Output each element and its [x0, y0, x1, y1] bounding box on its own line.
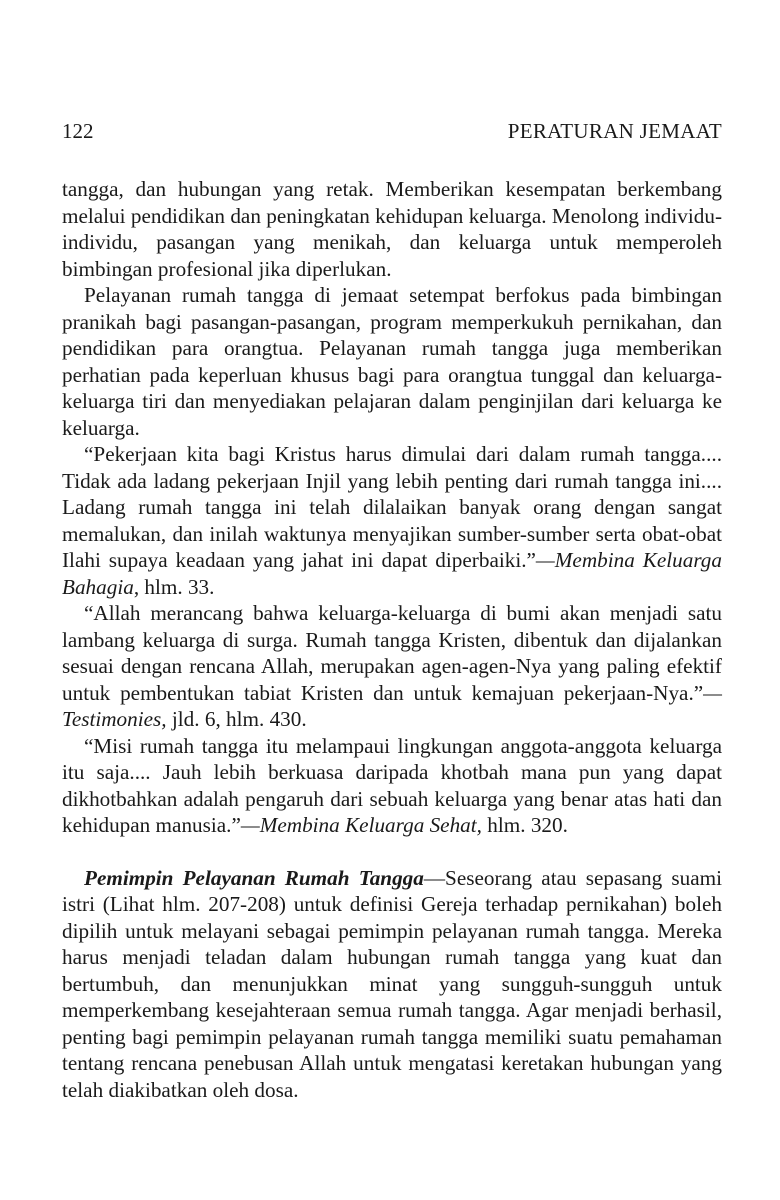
- quote-reference: hlm. 320.: [481, 813, 568, 837]
- paragraph-local-church-ministry: Pelayanan rumah tangga di jemaat setempat berfokus pada bimbingan pranikah bagi pasangan-pasangan, program memperkukuh pernikahan, dan pendidikan para orangtua. Pelayanan rumah tangga juga memberikan perhatian pada keperluan khusus bagi para orangtua tunggal dan keluarga-keluarga tiri dan menyediakan pelajaran dalam penginjilan dari keluarga ke keluarga.: [62, 283, 722, 440]
- running-head: PERATURAN JEMAAT: [507, 119, 722, 143]
- section-heading: Pemimpin Pelayanan Rumah Tangga: [84, 865, 424, 890]
- page-header: [62, 116, 722, 146]
- quote-source: —Membina Keluarga Sehat,: [240, 813, 482, 837]
- quote-reference: jld. 6, hlm. 430.: [166, 707, 307, 731]
- quote-paragraph-3: [62, 733, 722, 839]
- quote-paragraph-2: [62, 600, 722, 733]
- quote-paragraph-1: [62, 441, 722, 600]
- body-text: [62, 176, 722, 1103]
- section-home-ministries-leader: [62, 865, 722, 1104]
- section-text: —Seseorang atau sepasang suami istri (Lihat hlm. 207-208) untuk definisi Gereja terhadap pernikahan) boleh dipilih untuk melayani sebagai pemimpin pelayanan rumah tangga. Mereka harus menjadi teladan dalam hubungan rumah tangga yang kuat dan bertumbuh, dan menunjukkan minat yang sungguh-sungguh untuk memperkembang kesejahteraan semua rumah tangga. Agar menjadi berhasil, penting bagi pemimpin pelayanan rumah tangga memiliki suatu pemahaman tentang rencana penebusan Allah untuk mengatasi keretakan hubungan yang telah diakibatkan oleh dosa.: [62, 865, 722, 1102]
- quote-text: “Misi rumah tangga itu melampaui lingkungan anggota-anggota keluarga itu saja.... Jauh lebih berkuasa daripada khotbah mana pun yang dapat dikhotbahkan adalah pengaruh dari sebuah keluarga yang benar atas hati dan kehidupan manusia.”: [62, 733, 722, 837]
- quote-reference: , hlm. 33.: [133, 574, 215, 599]
- paragraph-continuation: tangga, dan hubungan yang retak. Memberikan kesempatan berkembang melalui pendidikan dan peningkatan kehidupan keluarga. Menolong individu-individu, pasangan yang menikah, dan keluarga untuk memperoleh bimbingan profesional jika diperlukan.: [62, 177, 722, 281]
- quote-source: —Membina Keluarga Bahagia: [62, 548, 722, 599]
- page-number: 122: [62, 119, 94, 143]
- quote-text: “Pekerjaan kita bagi Kristus harus dimulai dari dalam rumah tangga.... Tidak ada ladang pekerjaan Injil yang lebih penting dari rumah tangga ini.... Ladang rumah tangga ini telah dilalaikan banyak orang dengan sangat memalukan, dan inilah waktunya menyajikan sumber-sumber serta obat-obat Ilahi supaya keadaan yang jahat ini dapat diperbaiki.”: [62, 442, 722, 572]
- quote-source: —Testimonies,: [62, 680, 722, 731]
- quote-text: “Allah merancang bahwa keluarga-keluarga di bumi akan menjadi satu lambang keluarga di surga. Rumah tangga Kristen, dibentuk dan dijalankan sesuai dengan rencana Allah, merupakan agen-agen-Nya yang paling efektif untuk pembentukan tabiat Kristen dan untuk kemajuan pekerjaan-Nya.”: [62, 601, 722, 705]
